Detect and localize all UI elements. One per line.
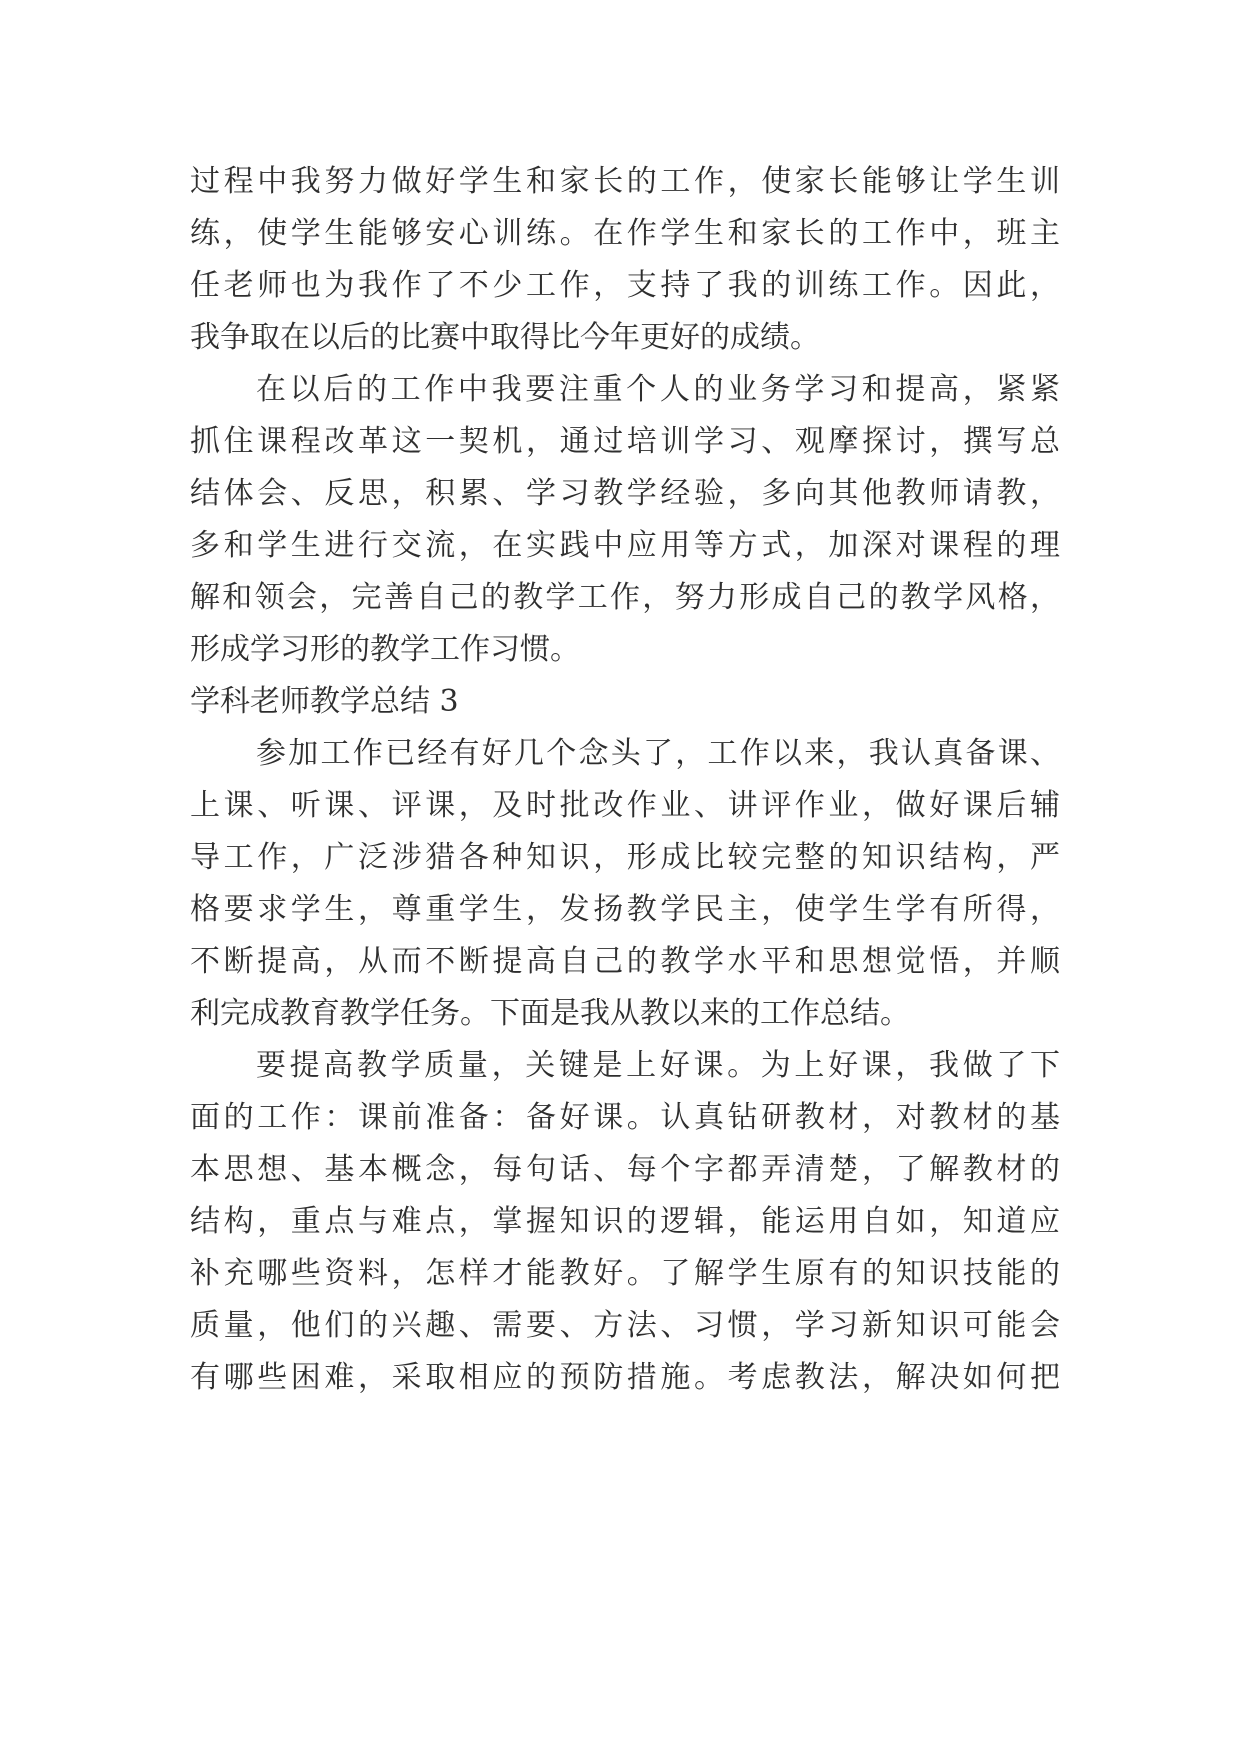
text-line: 结体会、反思，积累、学习教学经验，多向其他教师请教， bbox=[190, 476, 1060, 511]
text-line: 在以后的工作中我要注重个人的业务学习和提高，紧紧 bbox=[256, 372, 1060, 407]
paragraph bbox=[190, 1040, 1060, 1404]
text-line: 参加工作已经有好几个念头了，工作以来，我认真备课、 bbox=[256, 736, 1060, 771]
text-line: 我争取在以后的比赛中取得比今年更好的成绩。 bbox=[190, 320, 820, 355]
document-body bbox=[190, 156, 1060, 1404]
text-line: 本思想、基本概念，每句话、每个字都弄清楚，了解教材的 bbox=[190, 1152, 1060, 1187]
text-line: 利完成教育教学任务。下面是我从教以来的工作总结。 bbox=[190, 996, 910, 1031]
section-heading: 学科老师教学总结 3 bbox=[190, 684, 459, 719]
text-line: 格要求学生，尊重学生，发扬教学民主，使学生学有所得， bbox=[190, 892, 1060, 927]
paragraph bbox=[190, 364, 1060, 676]
text-line: 形成学习形的教学工作习惯。 bbox=[190, 632, 580, 667]
text-line: 练，使学生能够安心训练。在作学生和家长的工作中，班主 bbox=[190, 216, 1060, 251]
text-line: 上课、听课、评课，及时批改作业、讲评作业，做好课后辅 bbox=[190, 788, 1060, 823]
text-line: 要提高教学质量，关键是上好课。为上好课，我做了下 bbox=[256, 1048, 1060, 1083]
text-line: 不断提高，从而不断提高自己的教学水平和思想觉悟，并顺 bbox=[190, 944, 1060, 979]
paragraph bbox=[190, 156, 1060, 364]
text-line: 面的工作：课前准备：备好课。认真钻研教材，对教材的基 bbox=[190, 1100, 1060, 1135]
text-line: 质量，他们的兴趣、需要、方法、习惯，学习新知识可能会 bbox=[190, 1308, 1060, 1343]
text-line: 多和学生进行交流，在实践中应用等方式，加深对课程的理 bbox=[190, 528, 1060, 563]
text-line: 结构，重点与难点，掌握知识的逻辑，能运用自如，知道应 bbox=[190, 1204, 1060, 1239]
paragraph bbox=[190, 728, 1060, 1040]
text-line: 有哪些困难，采取相应的预防措施。考虑教法，解决如何把 bbox=[190, 1360, 1060, 1395]
text-line: 补充哪些资料，怎样才能教好。了解学生原有的知识技能的 bbox=[190, 1256, 1060, 1291]
text-line: 过程中我努力做好学生和家长的工作，使家长能够让学生训 bbox=[190, 164, 1060, 199]
text-line: 任老师也为我作了不少工作，支持了我的训练工作。因此， bbox=[190, 268, 1060, 303]
text-line: 导工作，广泛涉猎各种知识，形成比较完整的知识结构，严 bbox=[190, 840, 1060, 875]
text-line: 解和领会，完善自己的教学工作，努力形成自己的教学风格， bbox=[190, 580, 1060, 615]
text-line: 抓住课程改革这一契机，通过培训学习、观摩探讨，撰写总 bbox=[190, 424, 1060, 459]
